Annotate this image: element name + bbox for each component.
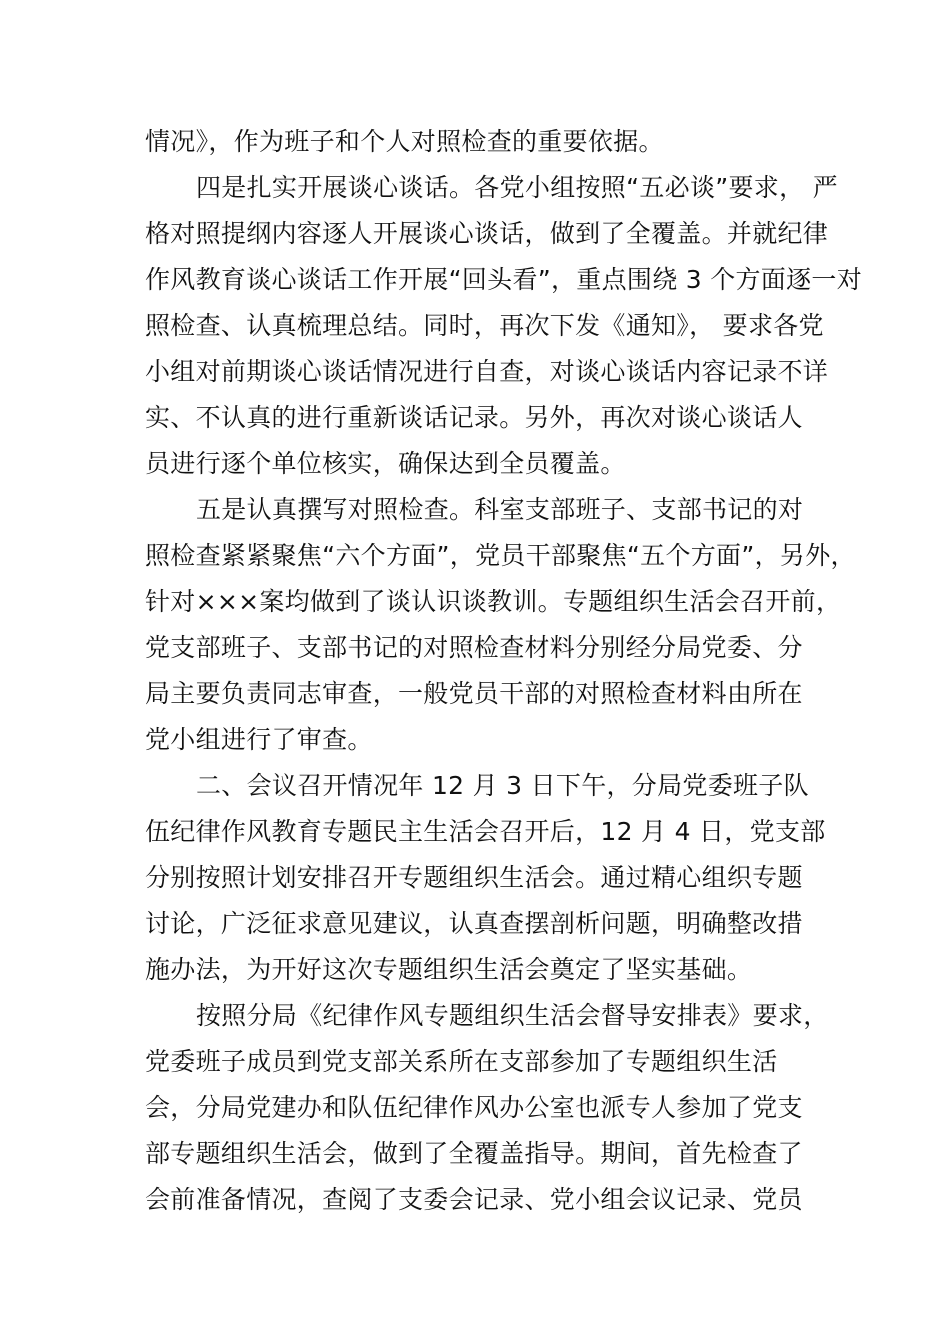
- paragraph-start-line: 四是扎实开展谈心谈话。各党小组按照“五必谈”要求， 严: [196, 173, 838, 202]
- text-line: 党小组进行了审查。: [145, 725, 373, 754]
- text-line: 照检查、认真梳理总结。同时，再次下发《通知》， 要求各党: [145, 311, 824, 340]
- paragraph-start-line: 按照分局《纪律作风专题组织生活会督导安排表》要求，: [196, 1001, 829, 1030]
- text-line: 会，分局党建办和队伍纪律作风办公室也派专人参加了党支: [145, 1093, 803, 1122]
- text-line: 小组对前期谈心谈话情况进行自查，对谈心谈话内容记录不详: [145, 357, 829, 386]
- text-line: 照检查紧紧聚焦“六个方面”，党员干部聚焦“五个方面”，另外，: [145, 541, 856, 570]
- text-line: 针对×××案均做到了谈认识谈教训。专题组织生活会召开前，: [145, 587, 842, 616]
- text-line: 讨论，广泛征求意见建议，认真查摆剖析问题，明确整改措: [145, 909, 803, 938]
- text-line: 实、不认真的进行重新谈话记录。另外，再次对谈心谈话人: [145, 403, 803, 432]
- section-heading-line: 二、会议召开情况年 12 月 3 日下午，分局党委班子队: [196, 771, 809, 800]
- text-line: 党支部班子、支部书记的对照检查材料分别经分局党委、分: [145, 633, 803, 662]
- text-line: 情况》，作为班子和个人对照检查的重要依据。: [145, 127, 664, 156]
- text-line: 会前准备情况，查阅了支委会记录、党小组会议记录、党员: [145, 1185, 803, 1214]
- text-line: 格对照提纲内容逐人开展谈心谈话，做到了全覆盖。并就纪律: [145, 219, 829, 248]
- text-line: 作风教育谈心谈话工作开展“回头看”，重点围绕 3 个方面逐一对: [145, 265, 863, 294]
- text-line: 分别按照计划安排召开专题组织生活会。通过精心组织专题: [145, 863, 803, 892]
- text-line: 员进行逐个单位核实，确保达到全员覆盖。: [145, 449, 626, 478]
- text-line: 伍纪律作风教育专题民主生活会召开后，12 月 4 日，党支部: [145, 817, 826, 846]
- paragraph-start-line: 五是认真撰写对照检查。科室支部班子、支部书记的对: [196, 495, 804, 524]
- text-line: 党委班子成员到党支部关系所在支部参加了专题组织生活: [145, 1047, 778, 1076]
- text-line: 部专题组织生活会，做到了全覆盖指导。期间，首先检查了: [145, 1139, 803, 1168]
- text-line: 施办法，为开好这次专题组织生活会奠定了坚实基础。: [145, 955, 753, 984]
- text-line: 局主要负责同志审查，一般党员干部的对照检查材料由所在: [145, 679, 803, 708]
